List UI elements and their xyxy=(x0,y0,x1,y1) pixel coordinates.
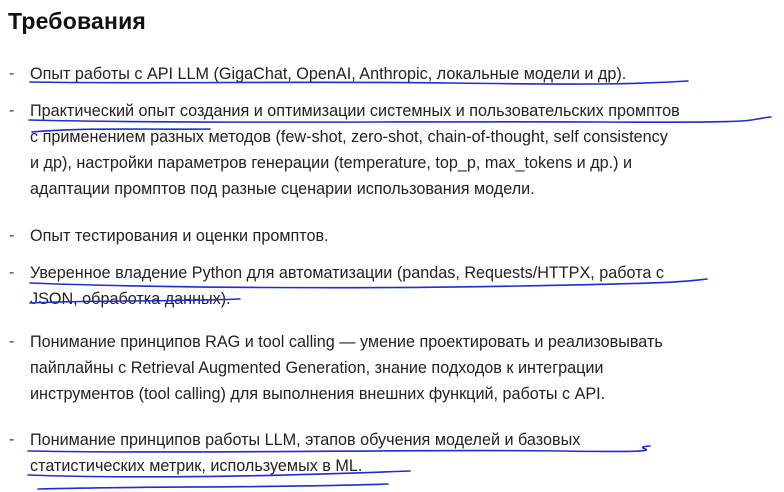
bullet-dash: - xyxy=(9,264,15,281)
requirement-text xyxy=(30,427,782,479)
text-line: Понимание принципов RAG и tool calling — умение проектировать и реализовывать xyxy=(30,333,663,351)
bullet-dash: - xyxy=(9,333,15,350)
text-line: адаптации промптов под разные сценарии использования модели. xyxy=(30,180,535,198)
text-line: инструментов (tool calling) для выполнения внешних функций, работы с API. xyxy=(30,385,606,403)
requirement-text xyxy=(30,223,782,249)
bullet-dash: - xyxy=(9,227,15,244)
text-line: с применением разных методов (few-shot, zero-shot, chain-of-thought, self consistency xyxy=(30,128,668,146)
requirement-text xyxy=(30,329,782,407)
text-line: JSON, обработка данных). xyxy=(30,290,231,308)
requirement-text xyxy=(30,98,782,202)
bullet-dash: - xyxy=(9,102,15,119)
underline-item-6-line-3 xyxy=(38,484,388,489)
text-line: Практический опыт создания и оптимизации системных и пользовательских промптов xyxy=(30,102,680,120)
bullet-dash: - xyxy=(9,65,15,82)
text-line: статистических метрик, используемых в ML. xyxy=(30,457,363,475)
text-line: Понимание принципов работы LLM, этапов обучения моделей и базовых xyxy=(30,431,581,449)
text-line: пайплайны с Retrieval Augmented Generation, знание подходов к интеграции xyxy=(30,359,604,377)
section-heading: Требования xyxy=(8,8,147,34)
text-line: Опыт работы с API LLM (GigaChat, OpenAI, Anthropic, локальные модели и др). xyxy=(30,65,627,83)
text-line: и др), настройки параметров генерации (temperature, top_p, max_tokens и др.) и xyxy=(30,154,633,172)
requirement-text xyxy=(30,260,782,312)
text-line: Уверенное владение Python для автоматизации (pandas, Requests/HTTPX, работа с xyxy=(30,264,665,282)
bullet-dash: - xyxy=(9,431,15,448)
text-line: Опыт тестирования и оценки промптов. xyxy=(30,227,329,245)
requirement-text xyxy=(30,61,782,87)
